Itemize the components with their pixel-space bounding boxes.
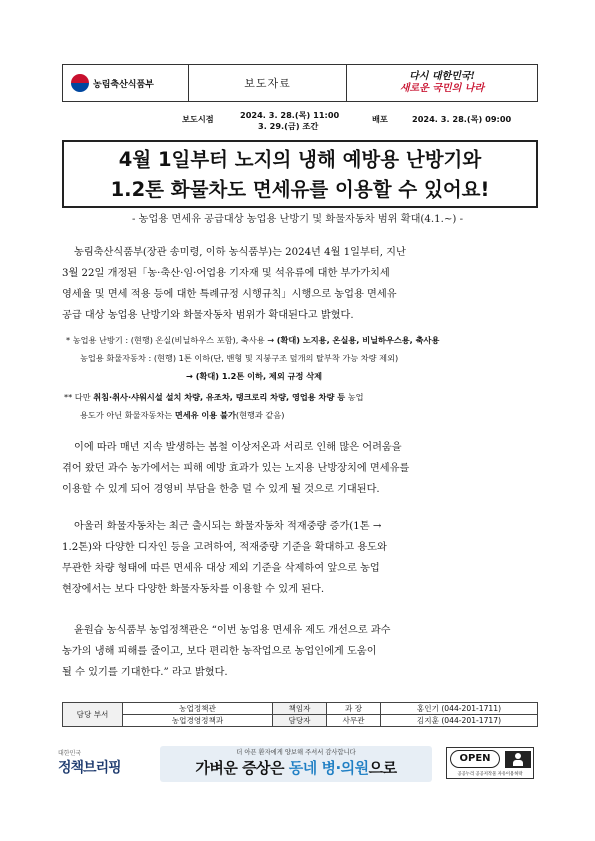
paragraph-line: 될 수 있기를 기대한다.” 라고 밝혔다. (62, 667, 228, 678)
note-exclusion-cont: 용도가 아닌 화물자동차는 면세유 이용 불가(현행과 같음) (80, 410, 285, 420)
paragraph-line: 겪어 왔던 과수 농가에서는 피해 예방 효과가 있는 노지용 난방장치에 면세유를 (62, 463, 410, 474)
taegeuk-emblem-icon (71, 74, 89, 92)
paragraph-line: 윤원습 농식품부 농업정책관은 “이번 농업용 면세유 제도 개선으로 과수 (74, 625, 391, 636)
note-heater-current: * 농업용 난방기 : (현행) 온실(비닐하우스 포함), 축사용 → (66, 335, 277, 345)
person-cell: 홍인기 (044-201-1711) (381, 703, 538, 715)
doc-type: 보도자료 (189, 65, 347, 101)
dept-cell: 농업경영정책과 (123, 715, 273, 727)
note-truck: 농업용 화물자동차 : (현행) 1톤 이하(단, 밴형 및 지붕구조 덮개의 탈부착 가능 차량 제외) (80, 353, 399, 363)
ad-main-text: 가벼운 증상은 동네 병·의원으로 (195, 759, 397, 777)
title-line2: 1.2톤 화물차도 면세유를 이용할 수 있어요! (110, 178, 490, 201)
note-exclusion-vehicles: 취침·취사·샤워시설 설치 차량, 유조차, 탱크로리 차량, 영업용 차량 등 (93, 392, 346, 402)
org-name: 농림축산식품부 (93, 79, 154, 90)
slogan (347, 65, 537, 101)
release-time-value2: 3. 29.(금) 조간 (258, 121, 319, 131)
note-heater-expanded: (확대) 노지용, 온실용, 비닐하우스용, 축사용 (276, 335, 440, 345)
open-label: OPEN (450, 750, 500, 768)
slogan-line1: 다시 대한민국! (409, 71, 475, 82)
open-sub: 공공누리 공공저작물 자유이용허락 (457, 772, 523, 777)
paragraph-line: 농가의 냉해 피해를 줄이고, 보다 편리한 농작업으로 농업인에게 도움이 (62, 646, 377, 657)
role-cell: 담당자 (273, 715, 327, 727)
policy-briefing-logo (58, 748, 128, 777)
ad-highlight: 동네 병·의원 (288, 759, 369, 777)
dept-cell: 농업정책관 (123, 703, 273, 715)
paragraph-line: 무관한 차량 형태에 따른 면세유 대상 제외 기준을 삭제하여 앞으로 농업 (62, 563, 380, 574)
table-row (63, 703, 538, 715)
paragraph-line: 이에 따라 매년 지속 발생하는 봄철 이상저온과 서리로 인해 많은 어려움을 (74, 442, 402, 453)
paragraph-4 (62, 620, 538, 683)
release-time-label: 보도시점 (182, 114, 214, 124)
dist-label: 배포 (372, 114, 388, 124)
ministry-logo (63, 65, 189, 101)
paragraph-line: 공급 대상 농업용 난방기와 화물자동차 범위가 확대된다고 밝혔다. (62, 310, 354, 321)
title-line1: 4월 1일부터 노지의 냉해 예방용 난방기와 (118, 148, 482, 171)
paragraph-line: 영세율 및 면세 적용 등에 대한 특례규정 시행규칙」시행으로 농업용 면세유 (62, 289, 397, 300)
paragraph-line: 1.2톤)와 다양한 디자인 등을 고려하여, 적재중량 기준을 확대하고 용도와 (62, 542, 387, 553)
note-exclusion: ** 다만 취침·취사·샤워시설 설치 차량, 유조차, 탱크로리 차량, 영업용 차량 등 농업 (64, 392, 364, 402)
note-truck-expanded: → (확대) 1.2톤 이하, 제외 규정 삭제 (186, 371, 323, 381)
paragraph-line: 이용할 수 있게 되어 경영비 부담을 한층 덜 수 있게 될 것으로 기대된다. (62, 484, 380, 495)
contact-table (62, 702, 538, 727)
note-exclusion-prohibited: 면세유 이용 불가 (174, 410, 236, 420)
kogl-badge (446, 747, 534, 779)
note-heater (66, 332, 439, 349)
dept-label: 담당 부서 (63, 703, 123, 727)
dist-value: 2024. 3. 28.(목) 09:00 (412, 114, 512, 124)
paragraph-2 (62, 437, 538, 500)
role-cell: 책임자 (273, 703, 327, 715)
clinic-ad-banner (160, 746, 432, 782)
policy-briefing-small: 대한민국 (58, 750, 82, 757)
subtitle: - 농업용 면세유 공급대상 농업용 난방기 및 화물자동차 범위 확대(4.1.~) - (131, 214, 464, 225)
paragraph-line: 현장에서는 보다 다양한 화물자동차를 이용할 수 있게 된다. (62, 584, 325, 595)
policy-briefing-name: 정책브리핑 (58, 760, 121, 776)
paragraph-3 (62, 516, 538, 600)
header-box (62, 64, 538, 102)
table-row (63, 715, 538, 727)
release-time-value1: 2024. 3. 28.(목) 11:00 (240, 110, 340, 120)
paragraph-line: 아울러 화물자동차는 최근 출시되는 화물자동차 적재중량 증가(1톤 → (74, 521, 382, 532)
title-box (62, 140, 538, 208)
paragraph-1 (62, 242, 538, 326)
ad-top-text: 더 아픈 환자에게 양보해 주셔서 감사합니다 (236, 749, 356, 756)
position-cell: 사무관 (327, 715, 381, 727)
paragraph-line: 3월 22일 개정된「농·축산·임·어업용 기자재 및 석유류에 대한 부가가치세 (62, 268, 390, 279)
slogan-line2: 새로운 국민의 나라 (399, 83, 485, 94)
paragraph-line: 농림축산식품부(장관 송미령, 이하 농식품부)는 2024년 4월 1일부터, 지난 (74, 247, 406, 258)
person-cell: 김지훈 (044-201-1717) (381, 715, 538, 727)
person-icon (505, 751, 531, 768)
position-cell: 과 장 (327, 703, 381, 715)
